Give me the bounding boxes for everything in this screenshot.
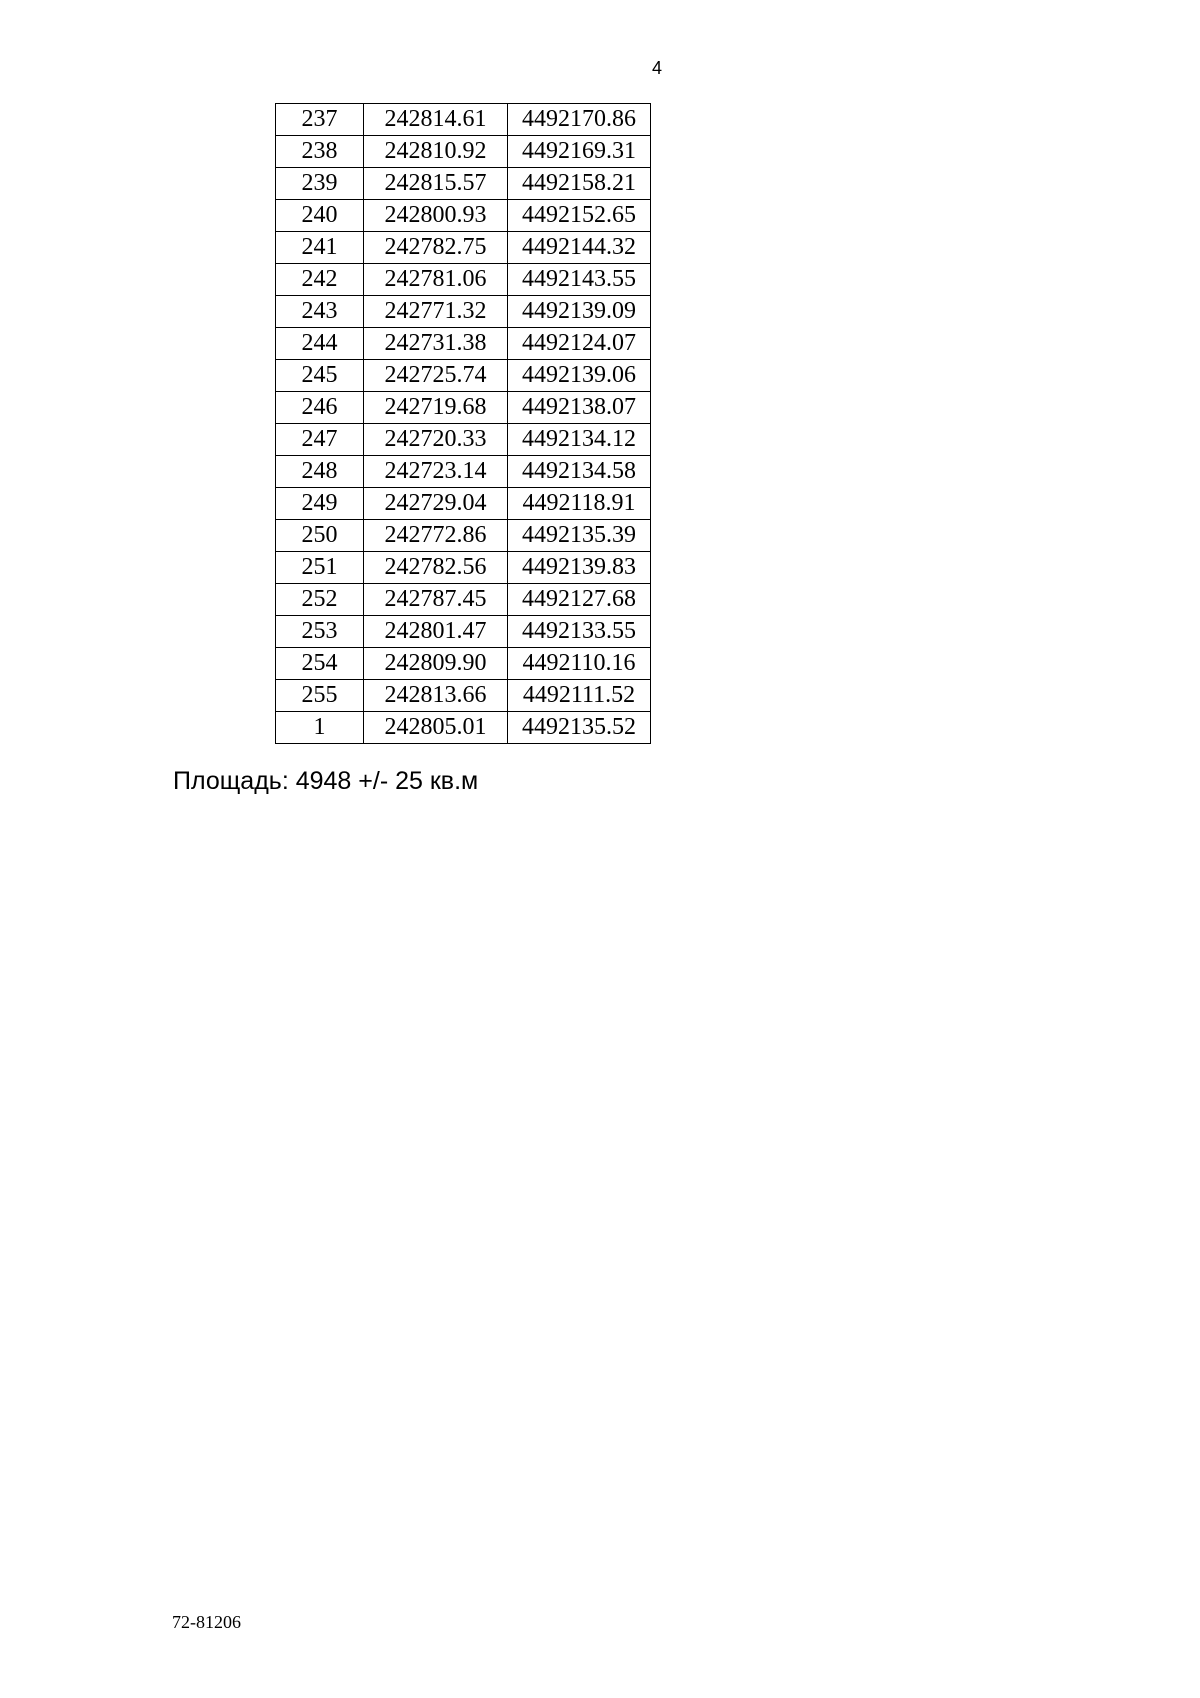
x-coordinate-cell: 242800.93 [364,200,508,232]
y-coordinate-cell: 4492139.83 [508,552,651,584]
x-coordinate-cell: 242731.38 [364,328,508,360]
table-row [276,104,651,136]
table-row [276,136,651,168]
x-coordinate-cell: 242772.86 [364,520,508,552]
y-coordinate-cell: 4492170.86 [508,104,651,136]
point-number-cell: 246 [276,392,364,424]
coordinates-table [275,103,651,744]
point-number-cell: 237 [276,104,364,136]
x-coordinate-cell: 242782.75 [364,232,508,264]
point-number-cell: 1 [276,712,364,744]
y-coordinate-cell: 4492111.52 [508,680,651,712]
y-coordinate-cell: 4492158.21 [508,168,651,200]
point-number-cell: 245 [276,360,364,392]
x-coordinate-cell: 242723.14 [364,456,508,488]
point-number-cell: 253 [276,616,364,648]
x-coordinate-cell: 242813.66 [364,680,508,712]
x-coordinate-cell: 242782.56 [364,552,508,584]
table-row [276,360,651,392]
y-coordinate-cell: 4492135.52 [508,712,651,744]
table-row [276,616,651,648]
point-number-cell: 238 [276,136,364,168]
y-coordinate-cell: 4492135.39 [508,520,651,552]
y-coordinate-cell: 4492134.12 [508,424,651,456]
document-code: 72-81206 [172,1612,241,1632]
y-coordinate-cell: 4492133.55 [508,616,651,648]
page-number: 4 [652,58,663,78]
table-row [276,392,651,424]
table-row [276,424,651,456]
x-coordinate-cell: 242787.45 [364,584,508,616]
table-row [276,296,651,328]
x-coordinate-cell: 242805.01 [364,712,508,744]
y-coordinate-cell: 4492124.07 [508,328,651,360]
y-coordinate-cell: 4492139.06 [508,360,651,392]
table-row [276,648,651,680]
table-row [276,328,651,360]
y-coordinate-cell: 4492169.31 [508,136,651,168]
point-number-cell: 252 [276,584,364,616]
point-number-cell: 243 [276,296,364,328]
y-coordinate-cell: 4492118.91 [508,488,651,520]
x-coordinate-cell: 242720.33 [364,424,508,456]
coordinates-table-body [276,104,651,744]
y-coordinate-cell: 4492143.55 [508,264,651,296]
x-coordinate-cell: 242810.92 [364,136,508,168]
point-number-cell: 240 [276,200,364,232]
table-row [276,168,651,200]
point-number-cell: 249 [276,488,364,520]
x-coordinate-cell: 242815.57 [364,168,508,200]
table-row [276,680,651,712]
area-statement: Площадь: 4948 +/- 25 кв.м [173,767,479,795]
table-row [276,712,651,744]
point-number-cell: 250 [276,520,364,552]
x-coordinate-cell: 242781.06 [364,264,508,296]
y-coordinate-cell: 4492138.07 [508,392,651,424]
point-number-cell: 248 [276,456,364,488]
point-number-cell: 241 [276,232,364,264]
x-coordinate-cell: 242729.04 [364,488,508,520]
point-number-cell: 244 [276,328,364,360]
point-number-cell: 255 [276,680,364,712]
table-row [276,520,651,552]
y-coordinate-cell: 4492144.32 [508,232,651,264]
x-coordinate-cell: 242801.47 [364,616,508,648]
point-number-cell: 251 [276,552,364,584]
y-coordinate-cell: 4492134.58 [508,456,651,488]
x-coordinate-cell: 242771.32 [364,296,508,328]
table-row [276,200,651,232]
point-number-cell: 242 [276,264,364,296]
point-number-cell: 254 [276,648,364,680]
x-coordinate-cell: 242719.68 [364,392,508,424]
point-number-cell: 239 [276,168,364,200]
table-row [276,552,651,584]
y-coordinate-cell: 4492110.16 [508,648,651,680]
y-coordinate-cell: 4492127.68 [508,584,651,616]
x-coordinate-cell: 242809.90 [364,648,508,680]
x-coordinate-cell: 242725.74 [364,360,508,392]
table-row [276,488,651,520]
table-row [276,456,651,488]
x-coordinate-cell: 242814.61 [364,104,508,136]
point-number-cell: 247 [276,424,364,456]
table-row [276,232,651,264]
table-row [276,264,651,296]
table-row [276,584,651,616]
y-coordinate-cell: 4492139.09 [508,296,651,328]
y-coordinate-cell: 4492152.65 [508,200,651,232]
